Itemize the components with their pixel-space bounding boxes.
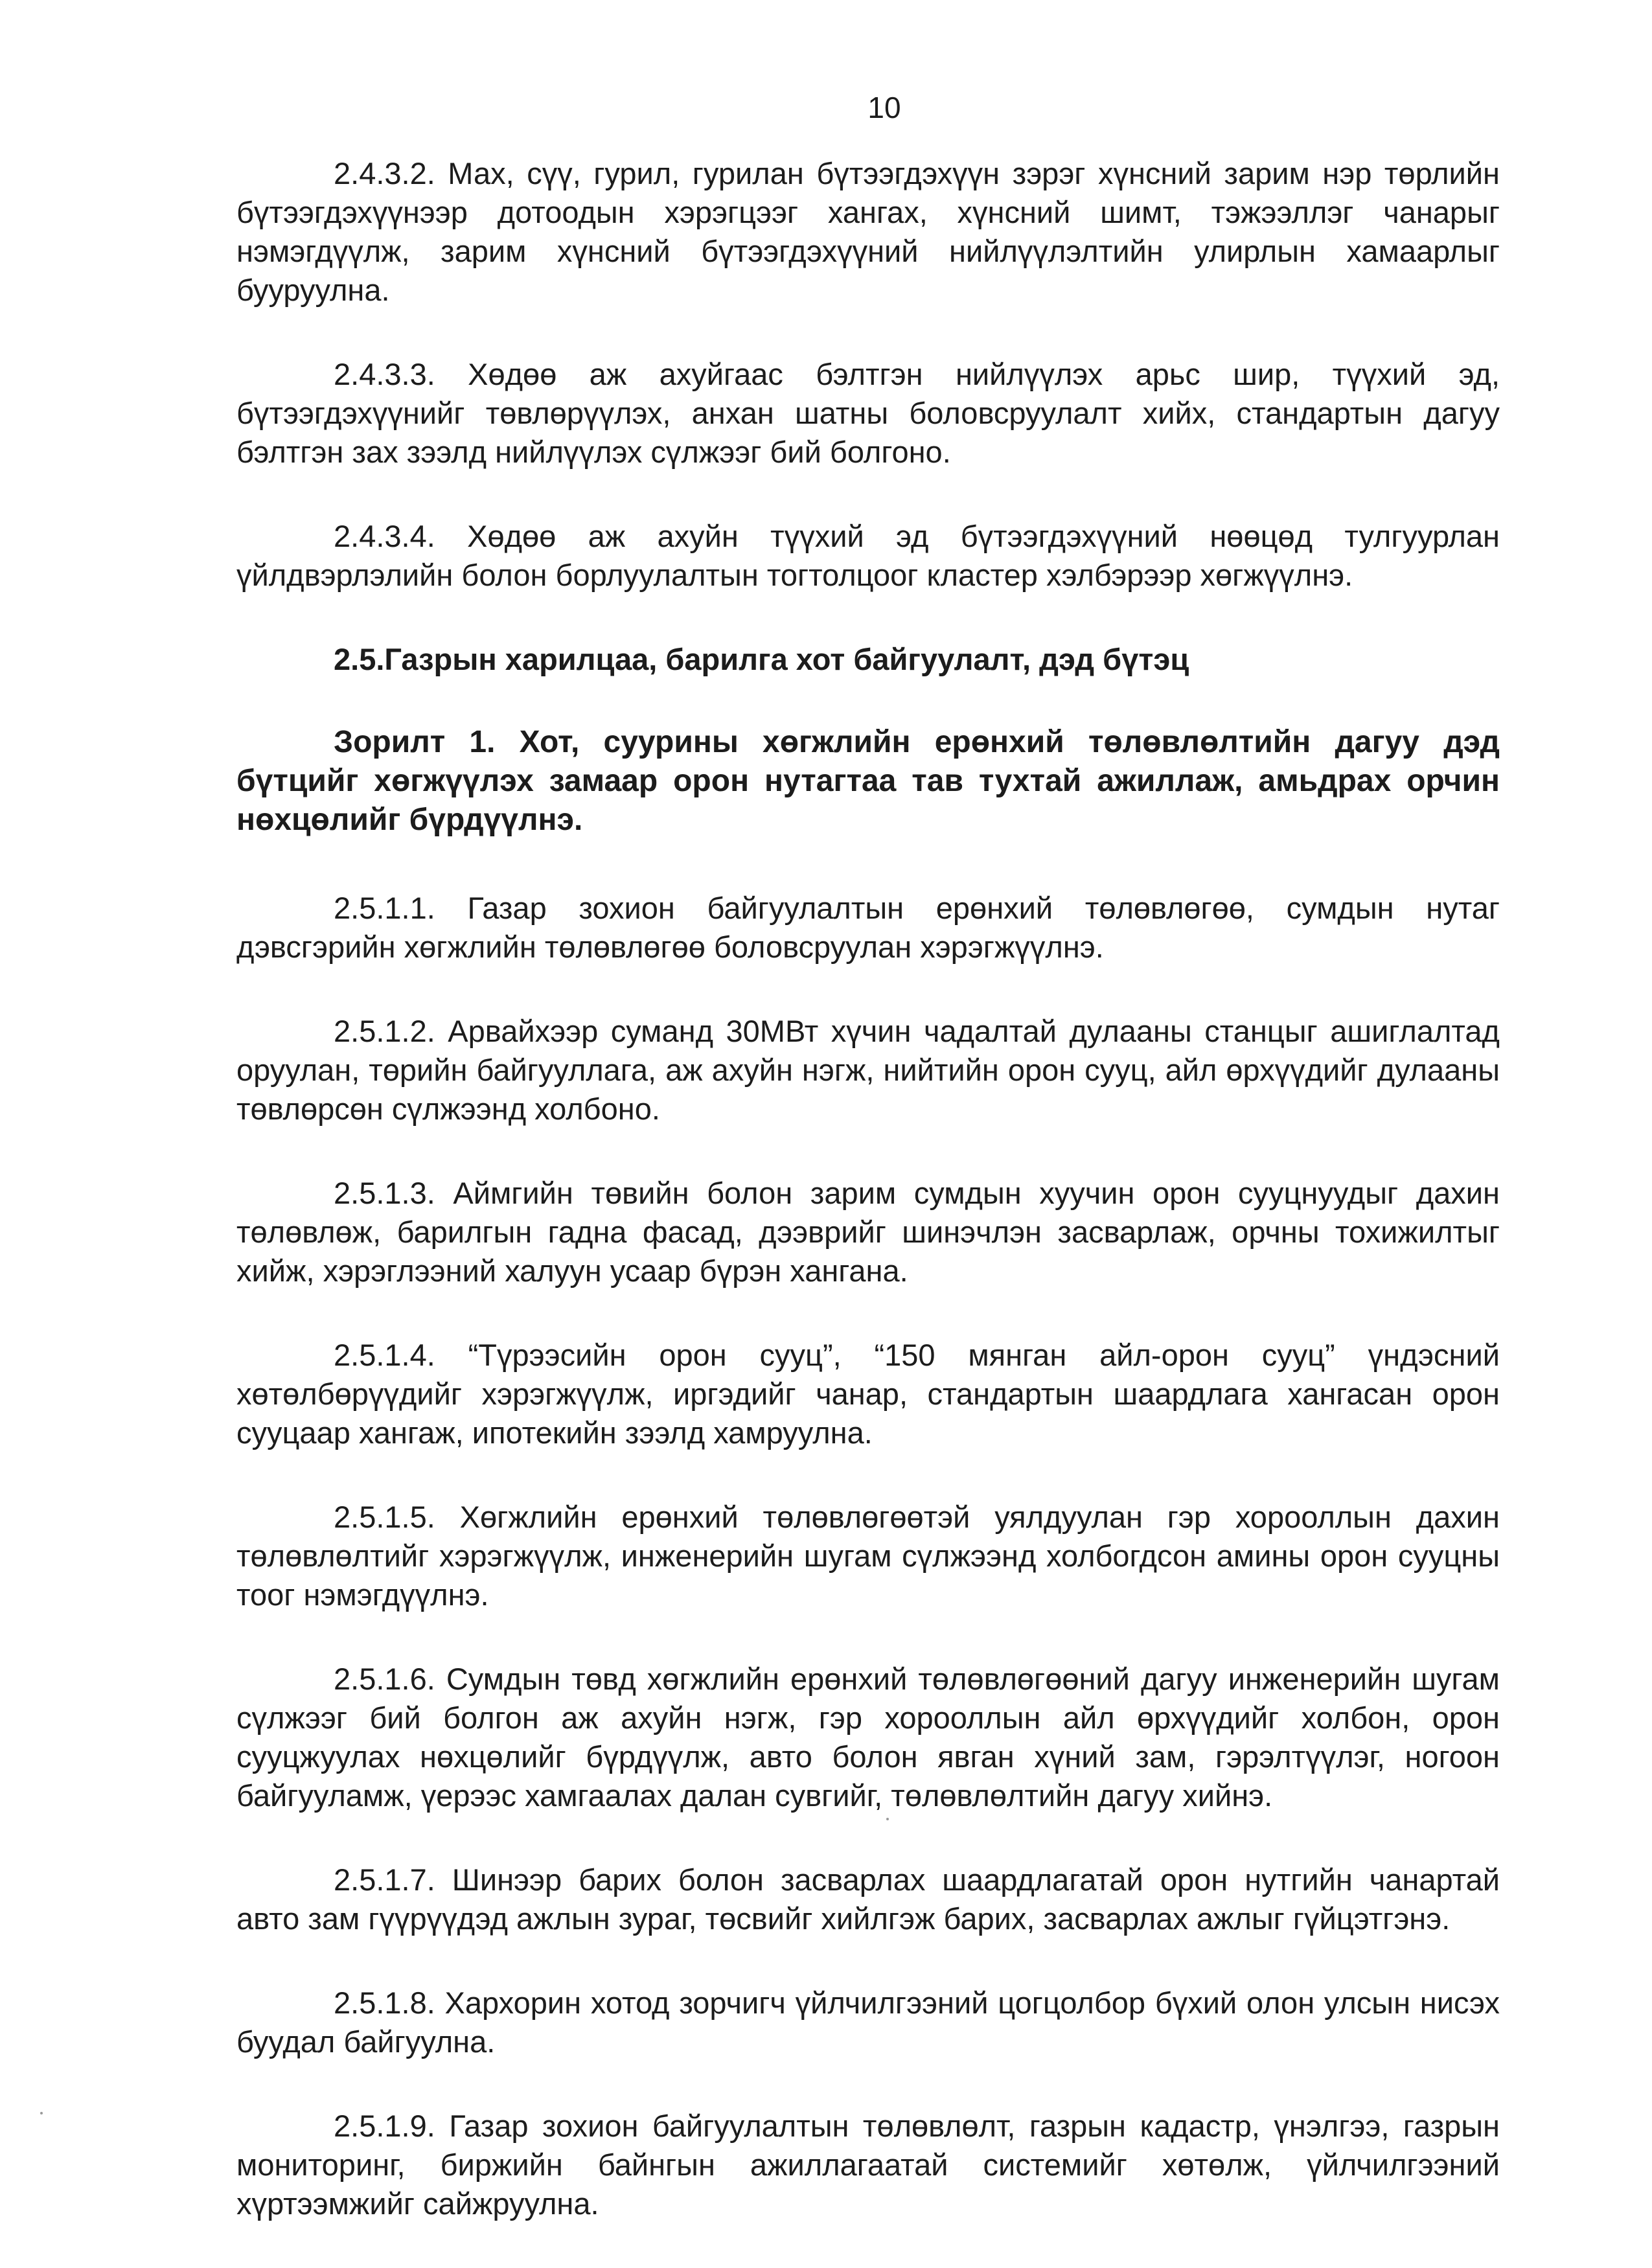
paragraph-2-5-1-1: 2.5.1.1. Газар зохион байгуулалтын ерөнхий төлөвлөгөө, сумдын нутаг дэвсгэрийн хөгжлийн төлөвлөгөө боловсруулан хэрэгжүүлнэ. <box>236 891 1500 964</box>
page-content <box>236 154 1500 2223</box>
paragraph-2-5-1-5: 2.5.1.5. Хөгжлийн ерөнхий төлөвлөгөөтэй уялдуулан гэр хорооллын дахин төлөвлөлтийг хэрэгжүүлж, инженерийн шугам сүлжээнд холбогдсон амины орон сууцны тоог нэмэгдүүлнэ. <box>236 1500 1500 1612</box>
paragraph-2-4-3-4: 2.4.3.4. Хөдөө аж ахуйн түүхий эд бүтээгдэхүүний нөөцөд тулгуурлан үйлдвэрлэлийн болон борлуулалтын тогтолцоог кластер хэлбэрээр хөгжүүлнэ. <box>236 519 1500 592</box>
scan-speck <box>40 2112 43 2114</box>
paragraph-2-4-3-3: 2.4.3.3. Хөдөө аж ахуйгаас бэлтгэн нийлүүлэх арьс шир, түүхий эд, бүтээгдэхүүнийг төвлөрүүлэх, анхан шатны боловсруулалт хийх, стандартын дагуу бэлтгэн зах зээлд нийлүүлэх сүлжээг бий болгоно. <box>236 357 1500 469</box>
paragraph-2-5-1-2: 2.5.1.2. Арвайхээр суманд 30МВт хүчин чадалтай дулааны станцыг ашиглалтад оруулан, төрийн байгууллага, аж ахуйн нэгж, нийтийн орон сууц, айл өрхүүдийг дулааны төвлөрсөн сүлжээнд холбоно. <box>236 1014 1500 1126</box>
paragraph-2-5-1-6: 2.5.1.6. Сумдын төвд хөгжлийн ерөнхий төлөвлөгөөний дагуу инженерийн шугам сүлжээг бий болгон аж ахуйн нэгж, гэр хорооллын айл өрхүүдийг холбон, орон сууцжуулах нөхцөлийг бүрдүүлж, авто болон явган хүний зам, гэрэлтүүлэг, ногоон байгууламж, үерээс хамгаалах далан сувгийг, төлөвлөлтийн дагуу хийнэ. <box>236 1662 1500 1813</box>
scan-speck <box>886 1818 889 1820</box>
goal-1-heading: Зорилт 1. Хот, суурины хөгжлийн ерөнхий төлөвлөлтийн дагуу дэд бүтцийг хөгжүүлэх замаар орон нутагтаа тав тухтай ажиллаж, амьдрах орчин нөхцөлийг бүрдүүлнэ. <box>236 725 1500 837</box>
paragraph-2-5-1-4: 2.5.1.4. “Түрээсийн орон сууц”, “150 мянган айл-орон сууц” үндэсний хөтөлбөрүүдийг хэрэгжүүлж, иргэдийг чанар, стандартын шаардлага хангасан орон сууцаар хангаж, ипотекийн зээлд хамруулна. <box>236 1338 1500 1450</box>
page-number: 10 <box>867 91 901 124</box>
paragraph-2-5-1-9: 2.5.1.9. Газар зохион байгуулалтын төлөвлөлт, газрын кадастр, үнэлгээ, газрын мониторинг, биржийн байнгын ажиллагаатай системийг хөтөлж, үйлчилгээний хүртээмжийг сайжруулна. <box>236 2109 1500 2221</box>
paragraph-2-5-1-3: 2.5.1.3. Аймгийн төвийн болон зарим сумдын хуучин орон сууцнуудыг дахин төлөвлөж, барилгын гадна фасад, дээврийг шинэчлэн засварлаж, орчны тохижилтыг хийж, хэрэглээний халуун усаар бүрэн хангана. <box>236 1176 1500 1288</box>
paragraph-2-4-3-2: 2.4.3.2. Мах, сүү, гурил, гурилан бүтээгдэхүүн зэрэг хүнсний зарим нэр төрлийн бүтээгдэхүүнээр дотоодын хэрэгцээг хангах, хүнсний шимт, тэжээллэг чанарыг нэмэгдүүлж, зарим хүнсний бүтээгдэхүүний нийлүүлэлтийн улирлын хамаарлыг бууруулна. <box>236 156 1500 307</box>
paragraph-2-5-1-7: 2.5.1.7. Шинээр барих болон засварлах шаардлагатай орон нутгийн чанартай авто зам гүүрүүдэд ажлын зураг, төсвийг хийлгэж барих, засварлах ажлыг гүйцэтгэнэ. <box>236 1862 1500 1936</box>
section-heading-2-5: 2.5.Газрын харилцаа, барилга хот байгуулалт, дэд бүтэц <box>334 642 1189 676</box>
paragraph-2-5-1-8: 2.5.1.8. Хархорин хотод зорчигч үйлчилгээний цогцолбор бүхий олон улсын нисэх буудал байгуулна. <box>236 1986 1500 2059</box>
